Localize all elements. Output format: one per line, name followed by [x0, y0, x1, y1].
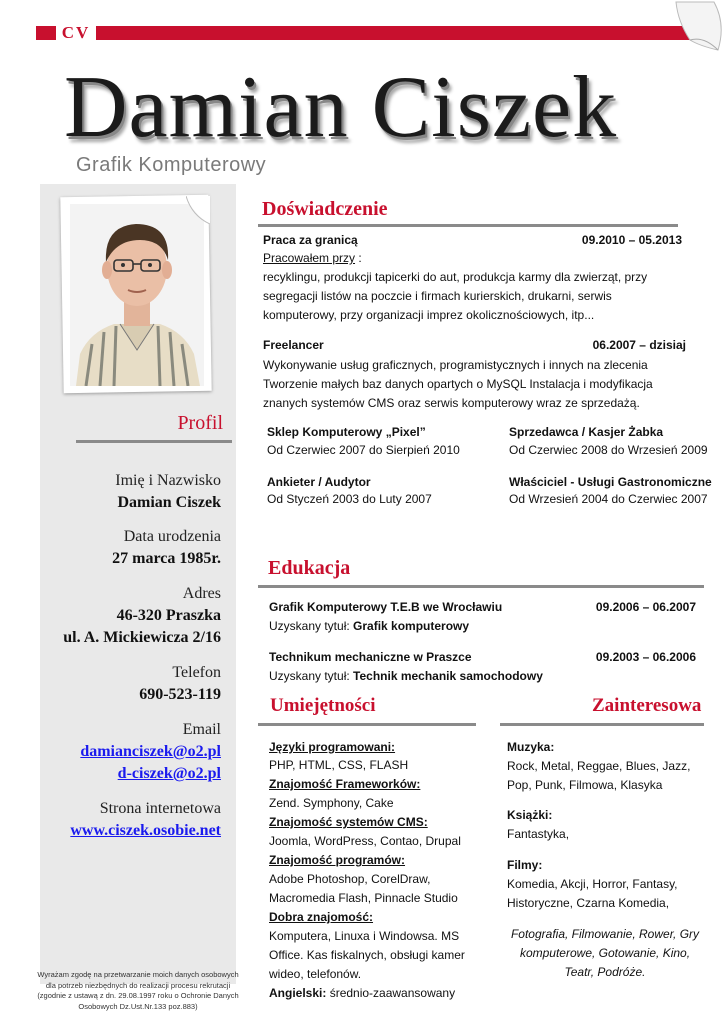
cv-label: CV	[56, 22, 96, 44]
skill-english-head: Angielski:	[269, 986, 327, 1000]
job2-line3: znanych systemów CMS oraz serwis komputerowy wraz ze sprzedażą.	[263, 396, 640, 410]
header-bar	[36, 26, 686, 40]
skill-fw-head: Znajomość Frameworków:	[269, 777, 421, 791]
experience-title: Doświadczenie	[262, 198, 388, 220]
skill-english-value: średnio-zaawansowany	[326, 986, 456, 1000]
interest-hobby-1: Fotografia, Filmowanie, Rower, Gry	[510, 927, 700, 941]
job1-line1: recyklingu, produkcji tapicerki do aut, produkcja karmy dla zwierząt, przy	[263, 270, 648, 284]
skill-good-value-2: Office. Kas fiskalnych, obsługi kamer	[269, 948, 465, 962]
skill-lang-head: Języki programowani:	[269, 740, 396, 754]
birth-label: Data urodzenia	[123, 528, 221, 545]
website-label: Strona internetowa	[99, 800, 221, 817]
job-grid-period-2: Od Czerwiec 2008 do Wrzesień 2009	[509, 443, 708, 457]
skill-lang-value: PHP, HTML, CSS, FLASH	[269, 758, 409, 772]
skills-divider	[258, 723, 476, 726]
job1-line3: komputerowy, przy organizacji imprez okolicznościowych, itp...	[263, 308, 595, 322]
skill-prog-head: Znajomość programów:	[269, 853, 406, 867]
birth-value: 27 marca 1985r.	[112, 550, 221, 567]
skill-cms-value: Joomla, WordPress, Contao, Drupal	[269, 834, 461, 848]
name-value: Damian Ciszek	[117, 494, 221, 511]
photo-curl-icon	[186, 196, 210, 224]
skill-fw-value: Zend. Symphony, Cake	[269, 796, 394, 810]
education-divider	[258, 585, 704, 588]
job1-title: Praca za granicą	[263, 233, 358, 247]
edu1-dates: 09.2006 – 06.2007	[595, 600, 696, 614]
job-grid-period-3: Od Styczeń 2003 do Luty 2007	[267, 492, 432, 506]
job2-dates: 06.2007 – dzisiaj	[592, 338, 686, 352]
page-curl-icon	[656, 0, 724, 52]
email-label: Email	[182, 721, 221, 738]
job-grid-title-2: Sprzedawca / Kasjer Żabka	[509, 425, 664, 439]
job1-line2: segregacji listów na poczcie i firmach kurierskich, drukarni, serwis	[263, 289, 612, 303]
interest-hobby-3: Teatr, Podróże.	[564, 965, 646, 979]
skill-good-head: Dobra znajomość:	[269, 910, 374, 924]
name-label: Imię i Nazwisko	[115, 472, 221, 489]
email-link-primary[interactable]: damianciszek@o2.pl	[80, 743, 221, 760]
experience-divider	[258, 224, 678, 227]
job-grid-title-3: Ankieter / Audytor	[267, 475, 371, 489]
education-title: Edukacja	[268, 557, 351, 579]
skill-prog-value-1: Adobe Photoshop, CorelDraw,	[269, 872, 431, 886]
interests-title: Zainteresowa	[592, 695, 702, 716]
job2-title: Freelancer	[263, 338, 324, 352]
edu1-degree-line	[269, 617, 469, 636]
address-line2: ul. A. Mickiewicza 2/16	[63, 629, 221, 646]
edu1-degree-prefix: Uzyskany tytuł:	[269, 619, 354, 633]
interest-films-value-2: Historyczne, Czarna Komedia,	[507, 896, 670, 910]
email-link-secondary[interactable]: d-ciszek@o2.pl	[117, 765, 221, 782]
interest-music-value-1: Rock, Metal, Reggae, Blues, Jazz,	[507, 759, 691, 773]
interest-films-value-1: Komedia, Akcji, Horror, Fantasy,	[507, 877, 678, 891]
phone-value: 690-523-119	[139, 686, 221, 703]
skill-prog-value-2: Macromedia Flash, Pinnacle Studio	[269, 891, 458, 905]
interests-divider	[500, 723, 704, 726]
profile-title: Profil	[177, 412, 223, 434]
interest-books-head: Książki:	[507, 808, 553, 822]
interest-music-value-2: Pop, Punk, Filmowa, Klasyka	[507, 778, 663, 792]
profile-divider	[76, 440, 232, 443]
job1-intro-colon: :	[355, 251, 362, 265]
address-line1: 46-320 Praszka	[116, 607, 221, 624]
interest-books-value: Fantastyka,	[507, 827, 570, 841]
edu2-degree-line	[269, 667, 543, 686]
profile-photo	[70, 204, 204, 386]
skill-good-value-3: wideo, telefonów.	[269, 967, 362, 981]
website-link[interactable]: www.ciszek.osobie.net	[70, 822, 221, 839]
edu2-dates: 09.2003 – 06.2006	[595, 650, 696, 664]
skill-good-value-1: Komputera, Linuxa i Windowsa. MS	[269, 929, 460, 943]
address-label: Adres	[182, 585, 221, 602]
edu2-degree-prefix: Uzyskany tytuł:	[269, 669, 354, 683]
data-consent-note: Wyrażam zgodę na przetwarzanie moich danych osobowych dla potrzeb niezbędnych do realizacji procesu rekrutacji (zgodnie z ustawą z dn. 29.08.1997 roku o Ochronie Danych Osobowych Dz.Ust.Nr.133 poz.883)	[37, 970, 239, 1011]
job1-dates: 09.2010 – 05.2013	[581, 233, 682, 247]
phone-label: Telefon	[172, 664, 221, 681]
job2-line1: Wykonywanie usług graficznych, programistycznych i innych na zlecenia	[263, 358, 648, 372]
job1-intro-text: Pracowałem przy	[263, 251, 356, 265]
skills-title: Umiejętności	[270, 695, 376, 716]
edu2-degree: Technik mechanik samochodowy	[353, 669, 543, 683]
job2-line2: Tworzenie małych baz danych opartych o MySQL Instalacja i modyfikacja	[263, 377, 653, 391]
skill-cms-head: Znajomość systemów CMS:	[269, 815, 428, 829]
edu2-school: Technikum mechaniczne w Praszce	[269, 650, 472, 664]
page-title: Damian Ciszek	[64, 59, 618, 156]
job1-intro	[263, 249, 362, 268]
interest-music-head: Muzyka:	[507, 740, 555, 754]
skill-english	[269, 984, 455, 1003]
job-grid-period-4: Od Wrzesień 2004 do Czerwiec 2007	[509, 492, 708, 506]
interest-hobby-2: komputerowe, Gotowanie, Kino,	[519, 946, 691, 960]
job-grid-title-1: Sklep Komputerowy „Pixel”	[267, 425, 426, 439]
job-grid-period-1: Od Czerwiec 2007 do Sierpień 2010	[267, 443, 460, 457]
edu1-school: Grafik Komputerowy T.E.B we Wrocławiu	[269, 600, 503, 614]
job-subtitle: Grafik Komputerowy	[76, 154, 267, 176]
interest-films-head: Filmy:	[507, 858, 543, 872]
job-grid-title-4: Właściciel - Usługi Gastronomiczne	[509, 475, 712, 489]
edu1-degree: Grafik komputerowy	[353, 619, 470, 633]
